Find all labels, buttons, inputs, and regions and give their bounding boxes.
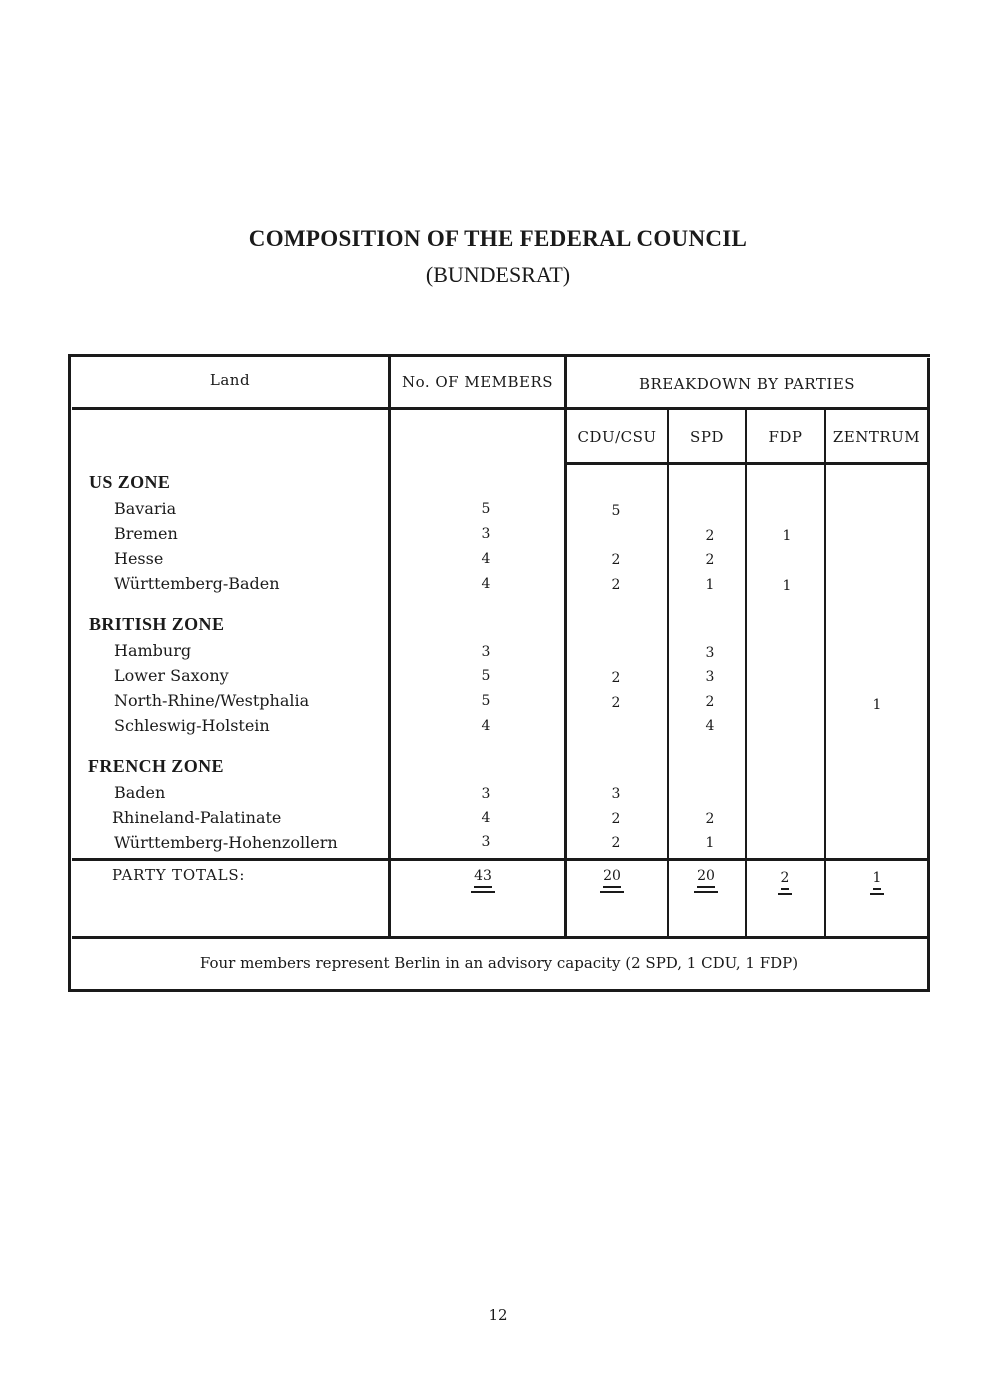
total-spd [686,868,726,888]
members-value: 3 [481,644,491,660]
spd-value: 4 [705,718,715,734]
page-number: 12 [488,1306,508,1324]
header-members: No. OF MEMBERS [401,373,554,391]
land-name: Hesse [114,549,164,568]
total-members-value: 43 [474,868,492,888]
land-name: Rhineland-Palatinate [112,808,282,827]
total-cdu [592,868,632,888]
members-value: 4 [481,810,491,826]
members-value: 3 [481,834,491,850]
total-fdp [765,870,805,890]
land-name: Bavaria [114,499,177,518]
land-name: Württemberg-Baden [114,574,280,593]
spd-value: 2 [705,552,715,568]
table-top-border [68,354,930,357]
zone-heading-french: FRENCH ZONE [88,756,224,776]
header-fdp: FDP [768,428,803,446]
members-value: 5 [481,693,491,709]
zentrum-col-divider [824,410,826,936]
members-value: 4 [481,551,491,567]
land-name: Lower Saxony [114,666,229,685]
members-value: 3 [481,526,491,542]
cdu-value: 2 [611,552,621,568]
cdu-value: 2 [611,835,621,851]
spd-col-divider [667,410,669,936]
spd-value: 3 [705,645,715,661]
members-value: 5 [481,668,491,684]
berlin-footnote: Four members represent Berlin in an advisory capacity (2 SPD, 1 CDU, 1 FDP) [199,954,799,972]
cdu-value: 3 [611,786,621,802]
spd-value: 1 [705,577,715,593]
land-name: Hamburg [114,641,192,660]
page-subtitle: (BUNDESRAT) [425,262,571,287]
table-bottom-border [68,989,930,992]
header-cdu-csu: CDU/CSU [577,428,657,446]
cdu-value: 2 [611,577,621,593]
fdp-col-divider [745,410,747,936]
total-zentrum [857,870,897,890]
total-members [463,868,503,888]
land-name: Bremen [114,524,178,543]
header-spd: SPD [690,428,724,446]
party-header-divider [566,462,928,465]
bundesrat-table [68,354,930,992]
total-cdu-value: 20 [603,868,621,888]
members-value: 3 [481,786,491,802]
cdu-value: 2 [611,695,621,711]
totals-divider [72,858,928,861]
fdp-value: 1 [782,578,792,594]
land-name: North-Rhine/Westphalia [114,691,310,710]
page-title: COMPOSITION OF THE FEDERAL COUNCIL [248,226,748,251]
land-name: Schleswig-Holstein [114,716,270,735]
land-name: Baden [114,783,166,802]
spd-value: 2 [705,694,715,710]
header-land: Land [209,371,251,389]
zone-heading-us: US ZONE [89,472,171,492]
cdu-value: 2 [611,811,621,827]
spd-value: 2 [705,528,715,544]
footnote-divider [72,936,928,939]
spd-value: 3 [705,669,715,685]
zentrum-value: 1 [872,697,882,713]
members-value: 5 [481,501,491,517]
spd-value: 2 [705,811,715,827]
members-col-divider [388,354,391,936]
total-fdp-value: 2 [781,870,790,890]
cdu-value: 2 [611,670,621,686]
totals-label: PARTY TOTALS: [112,866,246,884]
total-zentrum-value: 1 [873,870,882,890]
table-right-border [927,358,930,992]
cdu-value: 5 [611,503,621,519]
members-value: 4 [481,576,491,592]
land-name: Württemberg-Hohenzollern [114,833,338,852]
total-spd-value: 20 [697,868,715,888]
zone-heading-british: BRITISH ZONE [89,614,225,634]
header-divider [72,407,928,410]
header-breakdown: BREAKDOWN BY PARTIES [638,375,856,393]
header-zentrum: ZENTRUM [832,428,921,446]
fdp-value: 1 [782,528,792,544]
members-value: 4 [481,718,491,734]
spd-value: 1 [705,835,715,851]
table-left-border [68,354,71,992]
